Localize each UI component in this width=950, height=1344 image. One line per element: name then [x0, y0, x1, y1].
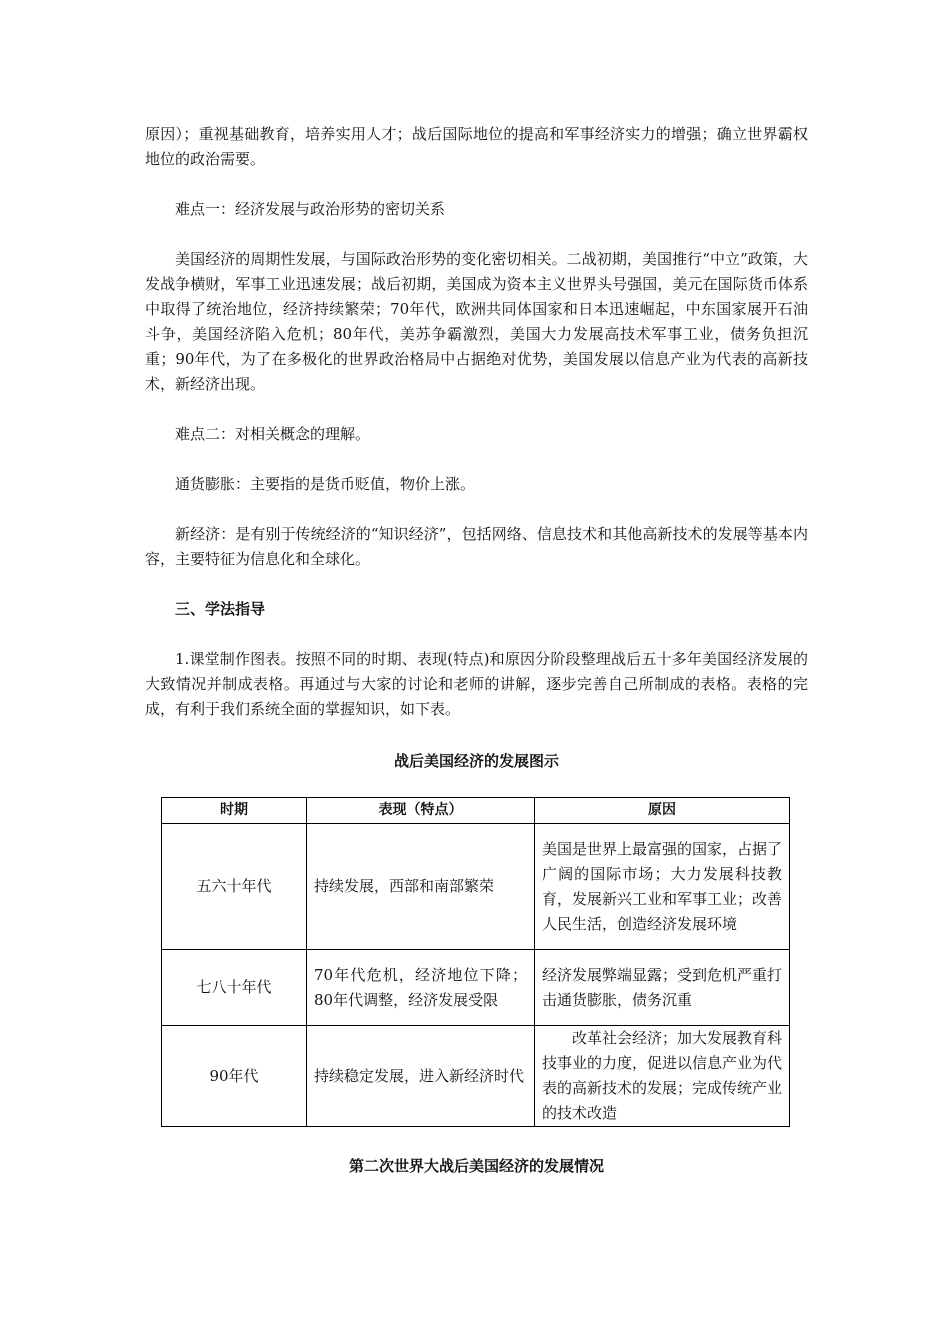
performance-cell: 持续稳定发展，进入新经济时代 [307, 1026, 535, 1127]
period-cell: 五六十年代 [162, 824, 307, 950]
header-performance: 表现（特点） [307, 798, 535, 824]
paragraph-inflation: 通货膨胀：主要指的是货币贬值，物价上涨。 [175, 475, 476, 493]
difficulty-one-heading: 难点一：经济发展与政治形势的密切关系 [175, 200, 446, 218]
performance-cell: 70年代危机，经济地位下降；80年代调整，经济发展受限 [307, 950, 535, 1026]
paragraph-reasons-end: 原因）；重视基础教育，培养实用人才；战后国际地位的提高和军事经济实力的增强；确立世界霸权地位的政治需要。 [145, 125, 808, 168]
period-cell: 七八十年代 [162, 950, 307, 1026]
header-reason: 原因 [535, 798, 790, 824]
header-period: 时期 [162, 798, 307, 824]
section-heading-study-guide: 三、学法指导 [175, 600, 266, 618]
paragraph-make-chart: 1.课堂制作图表。按照不同的时期、表现(特点)和原因分阶段整理战后五十多年美国经济发展的大致情况并制成表格。再通过与大家的讨论和老师的讲解，逐步完善自己所制成的表格。表格的完成，有利于我们系统全面的掌握知识，如下表。 [145, 650, 808, 718]
economy-development-table [161, 797, 790, 1127]
paragraph-new-economy: 新经济：是有别于传统经济的“知识经济”，包括网络、信息技术和其他高新技术的发展等基本内容，主要特征为信息化和全球化。 [145, 525, 808, 568]
difficulty-two-heading: 难点二：对相关概念的理解。 [175, 425, 371, 443]
table-caption: 第二次世界大战后美国经济的发展情况 [348, 1157, 604, 1175]
reason-cell: 美国是世界上最富强的国家，占据了广阔的国际市场；大力发展科技教育，发展新兴工业和军事工业；改善人民生活，创造经济发展环境 [535, 824, 790, 950]
table-title: 战后美国经济的发展图示 [393, 752, 559, 770]
reason-cell: 改革社会经济；加大发展教育科技事业的力度，促进以信息产业为代表的高新技术的发展；完成传统产业的技术改造 [535, 1026, 790, 1127]
document-body [145, 122, 808, 722]
performance-cell: 持续发展，西部和南部繁荣 [307, 824, 535, 950]
paragraph-economy-politics: 美国经济的周期性发展，与国际政治形势的变化密切相关。二战初期，美国推行“中立”政策，大发战争横财，军事工业迅速发展；战后初期，美国成为资本主义世界头号强国，美元在国际货币体系中取得了统治地位，经济持续繁荣；70年代，欧洲共同体国家和日本迅速崛起，中东国家展开石油斗争，美国经济陷入危机；80年代，美苏争霸激烈，美国大力发展高技术军事工业，债务负担沉重；90年代，为了在多极化的世界政治格局中占据绝对优势，美国发展以信息产业为代表的高新技术，新经济出现。 [145, 250, 808, 393]
reason-cell: 经济发展弊端显露；受到危机严重打击通货膨胀，债务沉重 [535, 950, 790, 1026]
table-header-row [162, 798, 790, 824]
table-row [162, 824, 790, 950]
period-cell: 90年代 [162, 1026, 307, 1127]
table-row [162, 1026, 790, 1127]
table-row [162, 950, 790, 1026]
